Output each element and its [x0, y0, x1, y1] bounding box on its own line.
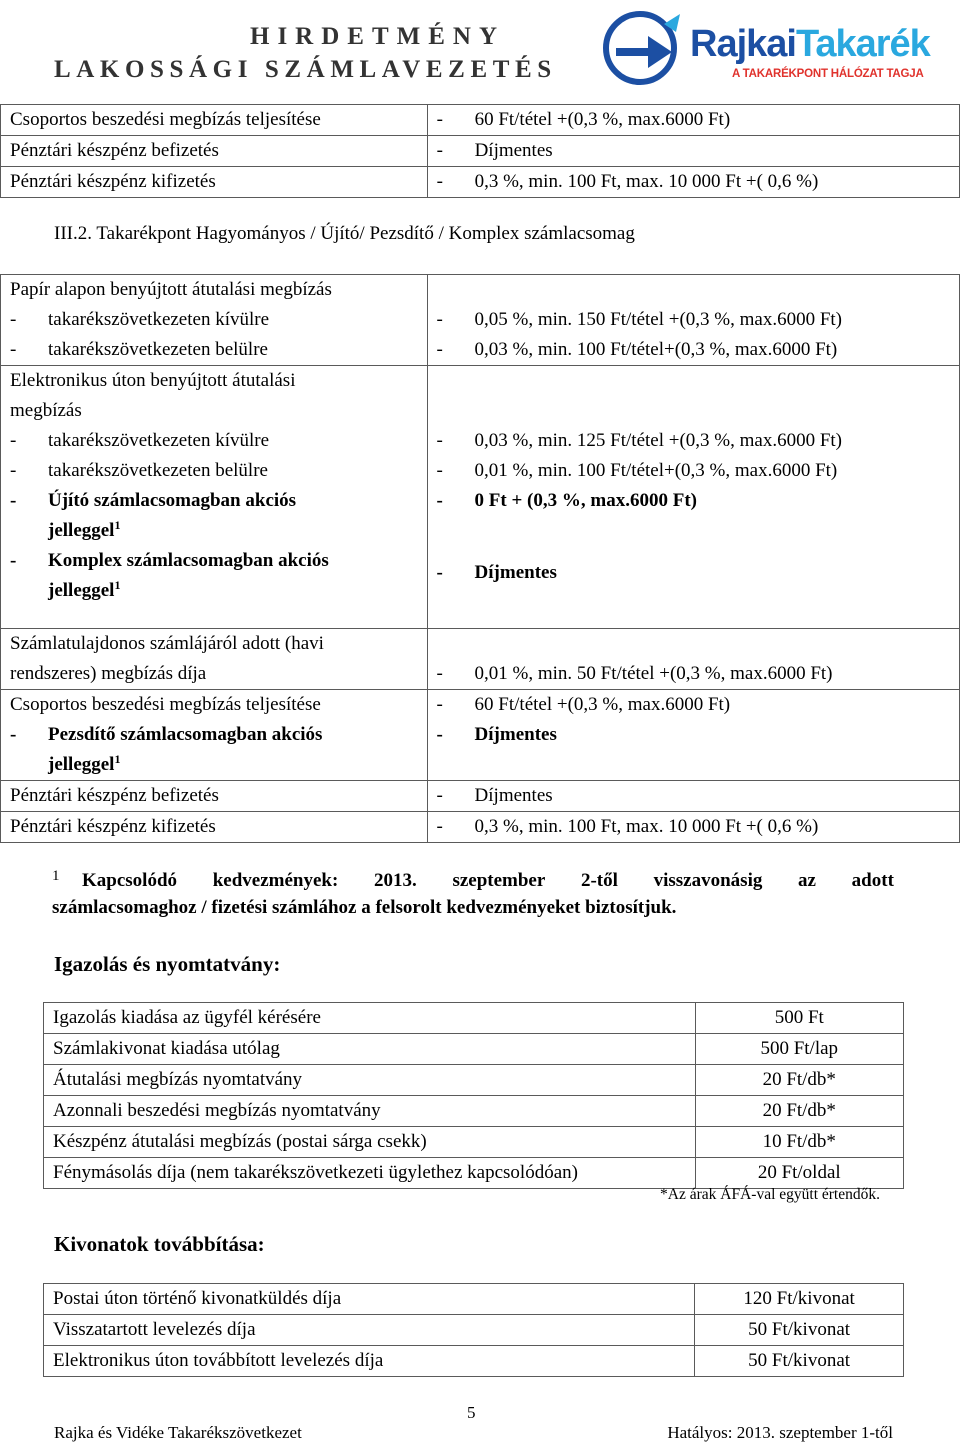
- fee-value: - Díjmentes: [427, 781, 959, 812]
- table-row: Elektronikus úton továbbított levelezés díja 50 Ft/kivonat: [44, 1346, 904, 1377]
- top-fee-table: [0, 104, 960, 198]
- document-title: [54, 20, 557, 86]
- electronic-transfer-values: - 0,03 %, min. 125 Ft/tétel +(0,3 %, max.6000 Ft) - 0,01 %, min. 100 Ft/tétel+(0,3 %, max.6000 Ft) - 0 Ft + (0,3 %, max.6000 Ft) - Díjmentes: [427, 366, 959, 629]
- direct-debit-values: - 60 Ft/tétel +(0,3 %, max.6000 Ft) - Díjmentes: [427, 690, 959, 781]
- section-title: III.2. Takarékpont Hagyományos / Újító/ Pezsdítő / Komplex számlacsomag: [54, 223, 635, 244]
- table-row: [1, 105, 960, 136]
- fee-label: Pénztári készpénz kifizetés: [1, 812, 428, 843]
- table-row: Igazolás kiadása az ügyfél kérésére 500 Ft: [44, 1003, 904, 1034]
- footnote-mark: 1: [52, 868, 60, 884]
- paper-transfer-values: - 0,05 %, min. 150 Ft/tétel +(0,3 %, max.6000 Ft) - 0,03 %, min. 100 Ft/tétel+(0,3 %, max.6000 Ft): [427, 275, 959, 366]
- table-row: [1, 690, 960, 781]
- table-row: Átutalási megbízás nyomtatvány 20 Ft/db*: [44, 1065, 904, 1096]
- logo-tagline: A TAKARÉKPONT HÁLÓZAT TAGJA: [732, 68, 924, 80]
- table-row: [1, 136, 960, 167]
- igazolas-heading: Igazolás és nyomtatvány:: [54, 952, 281, 976]
- table-row: Számlakivonat kiadása utólag 500 Ft/lap: [44, 1034, 904, 1065]
- footnote: [52, 867, 894, 921]
- table-row: Készpénz átutalási megbízás (postai sárga csekk) 10 Ft/db*: [44, 1127, 904, 1158]
- paper-transfer-cell: Papír alapon benyújtott átutalási megbízás - takarékszövetkezeten kívülre - takarékszövetkezeten belülre: [1, 275, 428, 366]
- table-row: Azonnali beszedési megbízás nyomtatvány 20 Ft/db*: [44, 1096, 904, 1127]
- table-row: [1, 366, 960, 629]
- title-line-1: HIRDETMÉNY: [250, 23, 506, 50]
- electronic-transfer-cell: Elektronikus úton benyújtott átutalási megbízás - takarékszövetkezeten kívülre - takarékszövetkezeten belülre - Újító számlacsomagban akciós jelleggel$^1$ - Komplex számlacsomagban akciós jelleggel$^1$: [1, 366, 428, 629]
- main-fee-table: [0, 274, 960, 843]
- table-row: [1, 781, 960, 812]
- direct-debit-cell: Csoportos beszedési megbízás teljesítése - Pezsdítő számlacsomagban akciós jelleggel$^1$: [1, 690, 428, 781]
- bank-logo: [598, 8, 930, 90]
- table-row: [1, 629, 960, 690]
- footer-left: Rajka és Vidéke Takarékszövetkezet: [54, 1423, 302, 1442]
- table-row: Fénymásolás díja (nem takarékszövetkezeti ügylethez kapcsolódóan) 20 Ft/oldal: [44, 1158, 904, 1189]
- page-number: 5: [467, 1403, 476, 1422]
- title-line-2: LAKOSSÁGI SZÁMLAVEZETÉS: [54, 56, 557, 83]
- footnote-line-2: számlacsomaghoz / fizetési számlához a felsorolt kedvezményeket biztosítjuk.: [52, 897, 677, 918]
- takarekpont-arrow-icon: [602, 10, 686, 86]
- table-row: Postai úton történő kivonatküldés díja 120 Ft/kivonat: [44, 1284, 904, 1315]
- table-row: [1, 167, 960, 198]
- igazolas-table: [43, 1002, 904, 1189]
- owner-order-cell: Számlatulajdonos számlájáról adott (havi rendszeres) megbízás díja: [1, 629, 428, 690]
- fee-label: Pénztári készpénz kifizetés: [1, 167, 428, 198]
- fee-label: Pénztári készpénz befizetés: [1, 781, 428, 812]
- fee-value: - Díjmentes: [427, 136, 959, 167]
- footer-right: Hatályos: 2013. szeptember 1-től: [667, 1423, 893, 1442]
- fee-value: - 0,3 %, min. 100 Ft, max. 10 000 Ft +( 0,6 %): [427, 812, 959, 843]
- fee-value: - 0,3 %, min. 100 Ft, max. 10 000 Ft +( 0,6 %): [427, 167, 959, 198]
- table-row: [1, 275, 960, 366]
- table-row: [1, 812, 960, 843]
- table-row: Visszatartott levelezés díja 50 Ft/kivonat: [44, 1315, 904, 1346]
- kivonat-heading: Kivonatok továbbítása:: [54, 1232, 265, 1256]
- fee-label: Csoportos beszedési megbízás teljesítése: [1, 105, 428, 136]
- kivonat-table: [43, 1283, 904, 1377]
- fee-value: - 60 Ft/tétel +(0,3 %, max.6000 Ft): [427, 105, 959, 136]
- owner-order-value: - 0,01 %, min. 50 Ft/tétel +(0,3 %, max.6000 Ft): [427, 629, 959, 690]
- logo-wordmark: RajkaiTakarék: [690, 23, 930, 65]
- footnote-line-1: Kapcsolódó kedvezmények: 2013. szeptember 2-től visszavonásig az adott: [82, 870, 894, 891]
- vat-note: *Az árak ÁFÁ-val együtt értendők.: [660, 1186, 880, 1203]
- fee-label: Pénztári készpénz befizetés: [1, 136, 428, 167]
